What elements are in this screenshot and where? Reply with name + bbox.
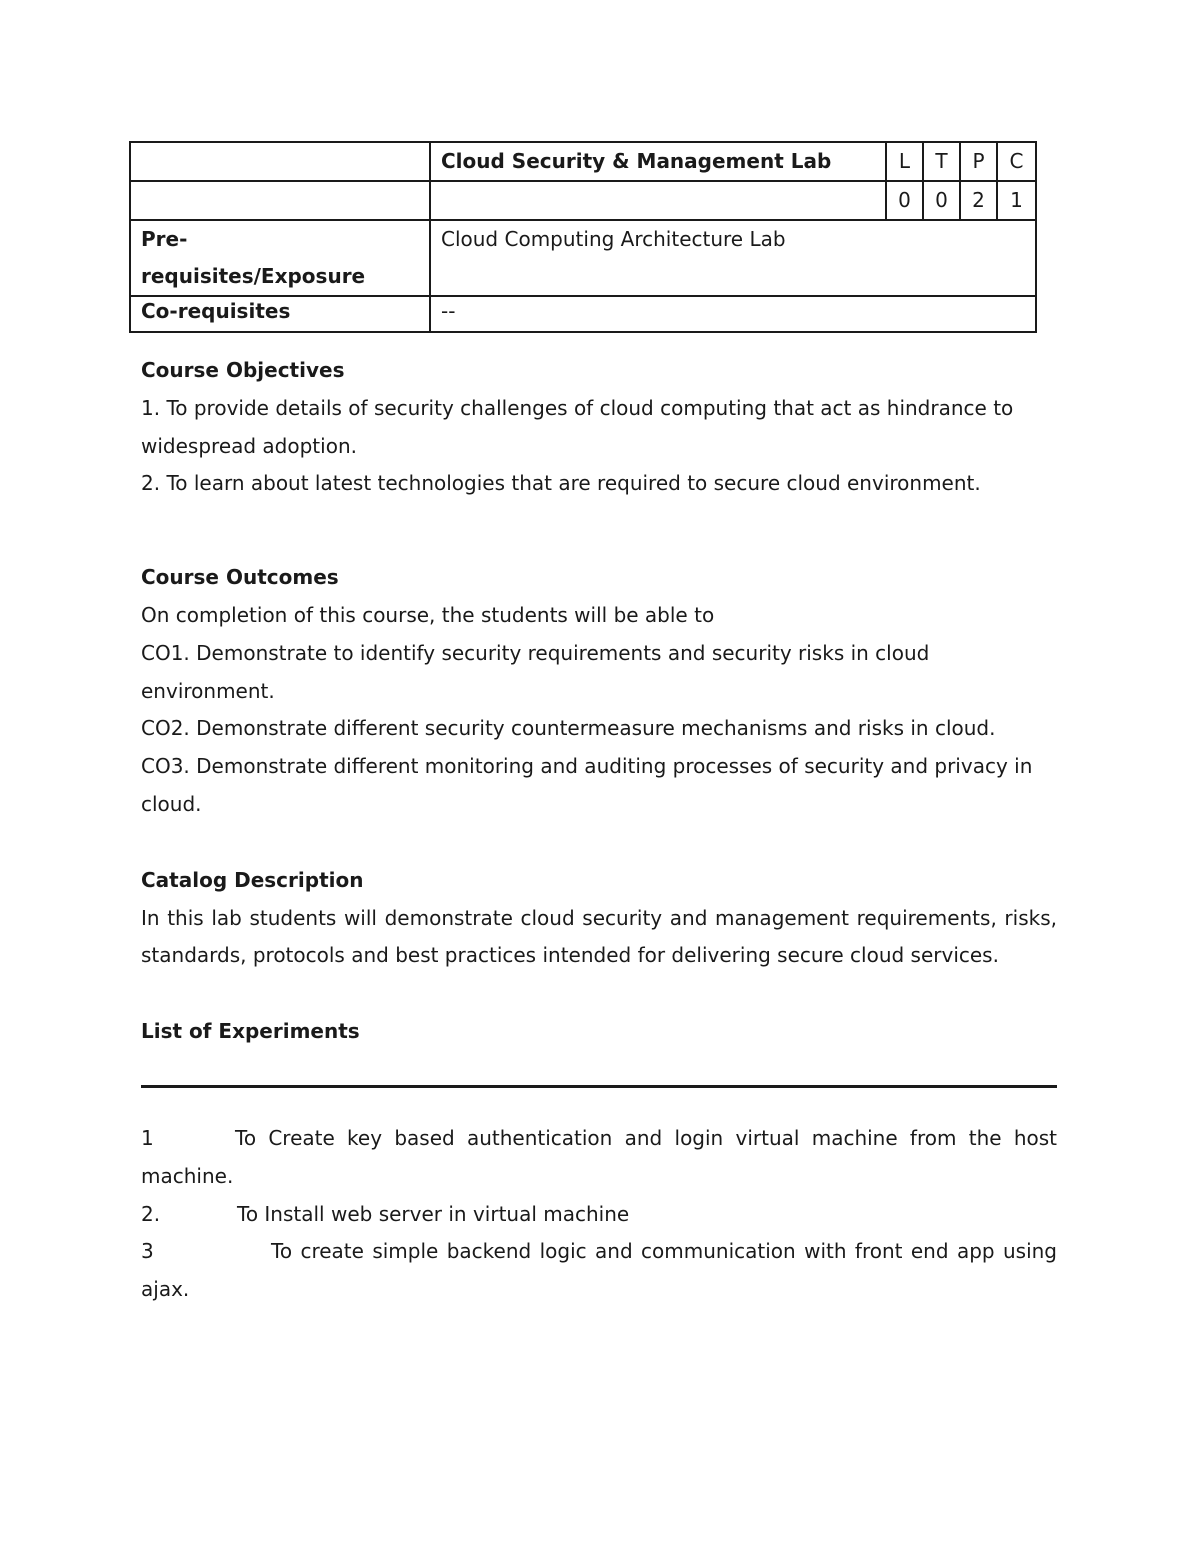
outcome-item: CO3. Demonstrate different monitoring and auditing processes of security and privacy in cloud. xyxy=(141,754,1033,816)
empty-cell xyxy=(130,181,430,220)
objectives-heading: Course Objectives xyxy=(141,358,345,382)
empty-cell xyxy=(430,181,886,220)
experiment-text: To Install web server in virtual machine xyxy=(237,1201,630,1226)
outcomes-heading: Course Outcomes xyxy=(141,565,339,590)
course-info-table xyxy=(129,141,1037,333)
experiment-number: 2. xyxy=(141,1201,161,1226)
spacer xyxy=(141,975,1057,1013)
course-title: Cloud Security & Management Lab xyxy=(430,142,886,181)
experiment-item xyxy=(141,1120,1057,1196)
experiments-heading: List of Experiments xyxy=(141,1019,360,1044)
corequisites-value: -- xyxy=(430,296,1036,332)
catalog-heading: Catalog Description xyxy=(141,867,364,892)
ltpc-header-p: P xyxy=(960,142,997,181)
corequisites-label: Co-requisites xyxy=(130,296,430,332)
ltpc-header-l: L xyxy=(886,142,923,181)
ltpc-header-c: C xyxy=(997,142,1036,181)
catalog-text: In this lab students will demonstrate cloud security and management requirements, risks, standards, protocols and best practices intended for delivering secure cloud services. xyxy=(141,905,1057,968)
prerequisites-label-line2: requisites/Exposure xyxy=(141,264,366,288)
prerequisites-label-line1: Pre- xyxy=(141,227,188,251)
ltpc-header-t: T xyxy=(923,142,960,181)
prerequisites-value: Cloud Computing Architecture Lab xyxy=(430,220,1036,296)
outcome-item: CO2. Demonstrate different security countermeasure mechanisms and risks in cloud. xyxy=(141,716,996,741)
objective-item: 2. To learn about latest technologies that are required to secure cloud environment. xyxy=(141,471,981,496)
ltpc-value-c: 1 xyxy=(997,181,1036,220)
ltpc-value-p: 2 xyxy=(960,181,997,220)
experiment-text: To create simple backend logic and communication with front end app using ajax. xyxy=(141,1239,1057,1302)
experiment-number: 1 xyxy=(141,1125,154,1150)
outcomes-intro: On completion of this course, the students will be able to xyxy=(141,602,715,627)
horizontal-rule xyxy=(141,1085,1057,1088)
spacer xyxy=(141,503,1057,559)
ltpc-value-t: 0 xyxy=(923,181,960,220)
experiment-number: 3 xyxy=(141,1239,154,1264)
document-body xyxy=(141,352,1057,1309)
experiment-text: To Create key based authentication and login virtual machine from the host machine. xyxy=(141,1125,1057,1188)
experiment-item xyxy=(141,1233,1057,1309)
ltpc-value-l: 0 xyxy=(886,181,923,220)
prerequisites-label xyxy=(130,220,430,296)
experiment-item xyxy=(141,1196,1057,1234)
empty-cell xyxy=(130,142,430,181)
objective-item: 1. To provide details of security challenges of cloud computing that act as hindrance to widespread adoption. xyxy=(141,395,1014,458)
outcome-item: CO1. Demonstrate to identify security requirements and security risks in cloud environment. xyxy=(141,640,930,703)
spacer xyxy=(141,824,1057,862)
